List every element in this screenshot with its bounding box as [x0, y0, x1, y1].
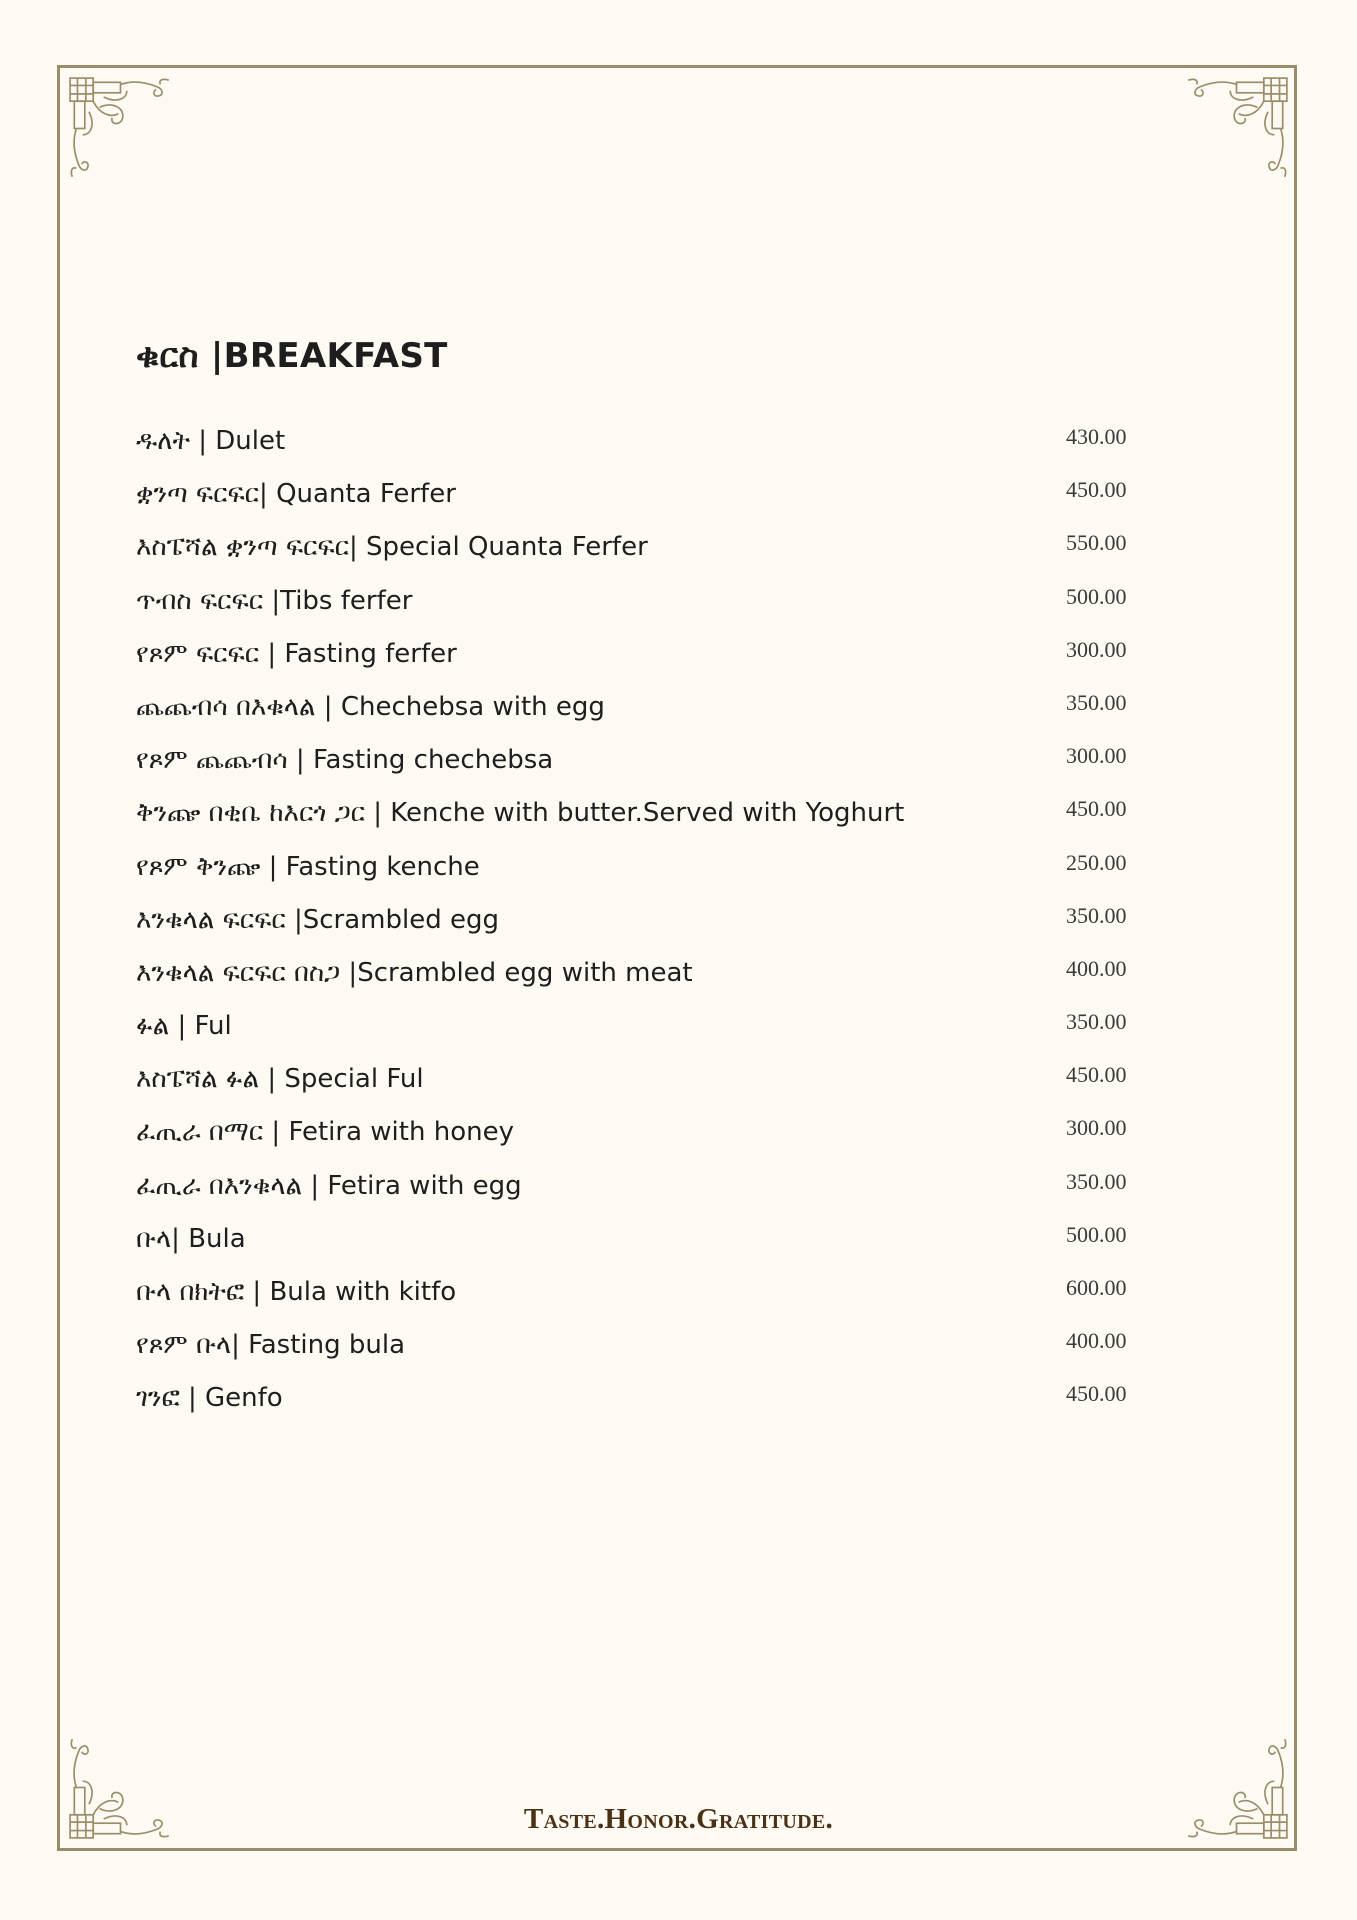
- menu-item-name: የጾም ፍርፍር | Fasting ferfer: [136, 638, 457, 669]
- menu-item-name: እስፔሻል ፉል | Special Ful: [136, 1064, 424, 1095]
- menu-item: [136, 1221, 1176, 1277]
- menu-item-name: ጥብስ ፍርፍር |Tibs ferfer: [136, 585, 413, 616]
- menu-item: [136, 955, 1176, 1011]
- menu-item: [136, 849, 1176, 905]
- menu-item-name: የጾም ጨጨብሳ | Fasting chechebsa: [136, 745, 554, 776]
- menu-item-price: 350.00: [1066, 1009, 1127, 1035]
- menu-item-price: 250.00: [1066, 849, 1127, 875]
- menu-item-name: ቋንጣ ፍርፍር| Quanta Ferfer: [136, 479, 456, 510]
- menu-item-name: ቡላ| Bula: [136, 1223, 246, 1254]
- ornament-corner-icon: [68, 76, 173, 181]
- menu-item: [136, 902, 1176, 958]
- tagline: Taste.Honor.Gratitude.: [523, 1803, 834, 1835]
- menu-item-price: 350.00: [1066, 902, 1127, 928]
- menu-item: [136, 1117, 1176, 1170]
- menu-item-name: ዱለት | Dulet: [136, 426, 286, 456]
- menu-item: [136, 1168, 1176, 1224]
- menu-item-price: 400.00: [1066, 1328, 1127, 1354]
- menu-list: [136, 426, 1176, 1437]
- menu-item: [136, 426, 1176, 479]
- menu-item-name: እንቁላል ፍርፍር |Scrambled egg: [136, 904, 499, 935]
- menu-item-price: 500.00: [1066, 583, 1127, 609]
- menu-item-price: 300.00: [1066, 1115, 1127, 1141]
- menu-item: [136, 689, 1176, 745]
- menu-item-price: 600.00: [1066, 1275, 1127, 1300]
- menu-item-name: ቅንጬ በቂቤ ከእርጎ ጋር | Kenche with butter.Served with Yoghurt: [136, 798, 905, 829]
- menu-item-price: 450.00: [1066, 796, 1127, 822]
- menu-item: [136, 1330, 1176, 1383]
- menu-item-price: 450.00: [1066, 477, 1127, 503]
- menu-item-name: የጾም ቡላ| Fasting bula: [136, 1330, 406, 1361]
- menu-item: [136, 479, 1176, 532]
- menu-item-price: 400.00: [1066, 955, 1127, 981]
- menu-item: [136, 798, 1176, 851]
- menu-item-price: 300.00: [1066, 636, 1127, 662]
- menu-item-price: 430.00: [1066, 424, 1127, 449]
- menu-item-name: ፈጢራ በማር | Fetira with honey: [136, 1117, 514, 1148]
- menu-item: [136, 1277, 1176, 1330]
- section-title: ቁርስ |BREAKFAST: [136, 336, 448, 376]
- menu-item-price: 300.00: [1066, 743, 1127, 769]
- menu-item-price: 550.00: [1066, 530, 1127, 556]
- menu-item-price: 350.00: [1066, 689, 1127, 715]
- menu-item-name: ገንፎ | Genfo: [136, 1383, 283, 1414]
- menu-item-price: 450.00: [1066, 1062, 1127, 1088]
- menu-item-name: እንቁላል ፍርፍር በስጋ |Scrambled egg with meat: [136, 957, 693, 988]
- menu-item: [136, 1011, 1176, 1064]
- menu-item: [136, 583, 1176, 639]
- menu-item: [136, 745, 1176, 798]
- menu-item: [136, 636, 1176, 692]
- menu-item: [136, 1383, 1176, 1436]
- menu-item-name: ፉል | Ful: [136, 1011, 232, 1042]
- menu-item-name: እስፔሻል ቋንጣ ፍርፍር| Special Quanta Ferfer: [136, 532, 648, 563]
- menu-item: [136, 1064, 1176, 1117]
- menu-item-name: ፈጢራ በእንቁላል | Fetira with egg: [136, 1170, 522, 1201]
- menu-item-name: ቡላ በክትፎ | Bula with kitfo: [136, 1277, 457, 1307]
- menu-item-price: 350.00: [1066, 1168, 1127, 1194]
- menu-item-price: 450.00: [1066, 1381, 1127, 1407]
- menu-item-name: ጨጨብሳ በእቁላል | Chechebsa with egg: [136, 691, 605, 722]
- menu-item-name: የጾም ቅንጬ | Fasting kenche: [136, 851, 480, 882]
- menu-item: [136, 532, 1176, 585]
- menu-item-price: 500.00: [1066, 1221, 1127, 1247]
- ornament-corner-icon: [1184, 76, 1289, 181]
